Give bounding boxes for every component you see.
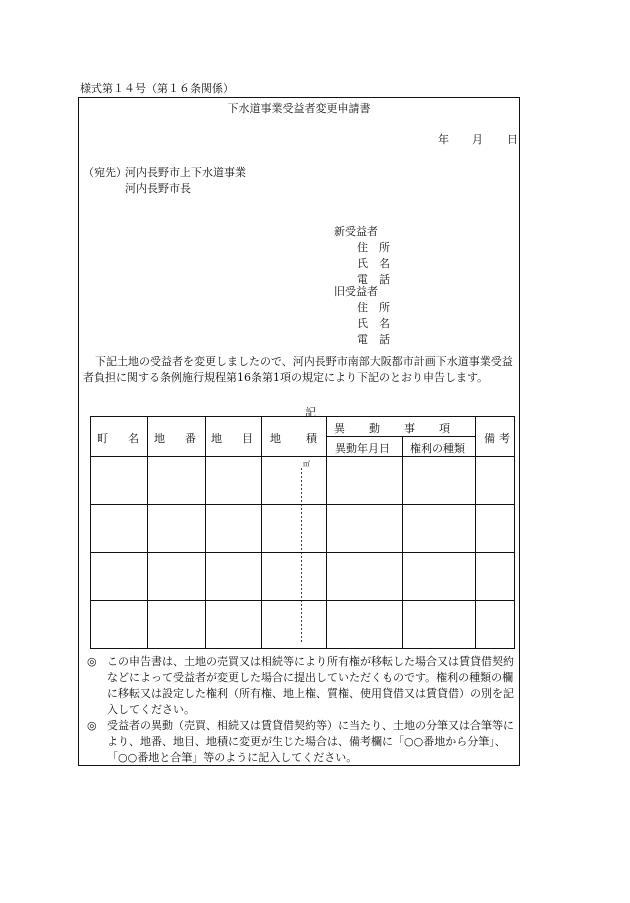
header-right-type: 権利の種類 xyxy=(410,442,465,455)
label-char: 名 xyxy=(379,317,390,330)
header-char: 名 xyxy=(128,432,139,445)
header-char: 番 xyxy=(185,432,196,445)
label-char: 住 xyxy=(357,241,368,254)
date-year-label: 年 xyxy=(438,133,449,146)
addressee-line-1: 河内長野市上下水道事業 xyxy=(125,166,246,179)
header-char: 積 xyxy=(306,432,317,445)
date-day-label: 日 xyxy=(507,133,518,146)
label-char: 話 xyxy=(379,333,390,346)
label-char: 氏 xyxy=(357,317,368,330)
label-char: 所 xyxy=(379,301,390,314)
area-unit-mark: ㎡ xyxy=(303,460,310,468)
new-beneficiary-name-label xyxy=(357,255,390,271)
header-char: 備 xyxy=(484,432,495,445)
label-char: 名 xyxy=(379,257,390,270)
header-char: 地 xyxy=(270,432,281,445)
label-char: 所 xyxy=(379,241,390,254)
header-land-category xyxy=(211,430,253,446)
header-char: 地 xyxy=(211,432,222,445)
double-circle-icon: ◎ xyxy=(87,719,97,732)
declaration-text: 下記土地の受益者を変更しましたので、河内長野市南部大阪都市計画下水道事業受益者負担に関する条例施行規程第16条第1項の規定により下記のとおり申告します。 xyxy=(83,355,513,384)
old-beneficiary-address-label xyxy=(357,299,390,315)
label-char: 住 xyxy=(357,301,368,314)
ki-heading: 記 xyxy=(305,406,316,419)
land-change-table xyxy=(90,416,515,649)
header-char: 町 xyxy=(97,432,108,445)
form-title: 下水道事業受益者変更申請書 xyxy=(227,102,371,115)
label-char: 電 xyxy=(357,273,368,286)
header-town xyxy=(97,430,139,446)
header-area xyxy=(270,430,317,446)
label-char: 話 xyxy=(379,273,390,286)
header-lot-number xyxy=(154,430,196,446)
date-month-label: 月 xyxy=(472,133,483,146)
header-char: 考 xyxy=(499,432,510,445)
header-char: 動 xyxy=(369,422,380,435)
header-char: 異 xyxy=(334,422,345,435)
header-char: 項 xyxy=(439,422,450,435)
note-item xyxy=(83,654,519,718)
addressee-line-2: 河内長野市長 xyxy=(125,182,191,195)
new-beneficiary-heading: 新受益者 xyxy=(334,225,378,238)
header-change-matters xyxy=(334,420,450,436)
label-char: 電 xyxy=(357,333,368,346)
new-beneficiary-address-label xyxy=(357,239,390,255)
header-remarks xyxy=(484,430,510,446)
header-char: 事 xyxy=(404,422,415,435)
note-text: 受益者の異動（売買、相続又は賃貸借契約等）に当たり、土地の分筆又は合筆等により、地番、地目、地積に変更が生じた場合は、備考欄に「○○番地から分筆」、「○○番地と合筆」等のように記入してください。 xyxy=(107,719,514,764)
label-char: 氏 xyxy=(357,257,368,270)
old-beneficiary-name-label xyxy=(357,315,390,331)
form-number: 様式第１４号（第１６条関係） xyxy=(80,82,234,95)
double-circle-icon: ◎ xyxy=(87,655,97,668)
notes-section xyxy=(83,654,519,766)
application-form-frame xyxy=(78,97,520,766)
note-item xyxy=(83,718,519,766)
note-text: この申告書は、土地の売買又は相続等により所有権が移転した場合又は賃貸借契約などによって受益者が変更した場合に提出していただくものです。権利の種類の欄に移転又は設定した権利（所有権、地上権、質権、使用貸借又は賃貸借）の別を記入してください。 xyxy=(107,655,514,716)
old-beneficiary-heading: 旧受益者 xyxy=(334,285,378,298)
addressee-prefix: （宛先） xyxy=(83,166,127,179)
header-char: 目 xyxy=(242,432,253,445)
old-beneficiary-phone-label xyxy=(357,331,390,347)
header-change-date: 異動年月日 xyxy=(335,442,390,455)
header-char: 地 xyxy=(154,432,165,445)
